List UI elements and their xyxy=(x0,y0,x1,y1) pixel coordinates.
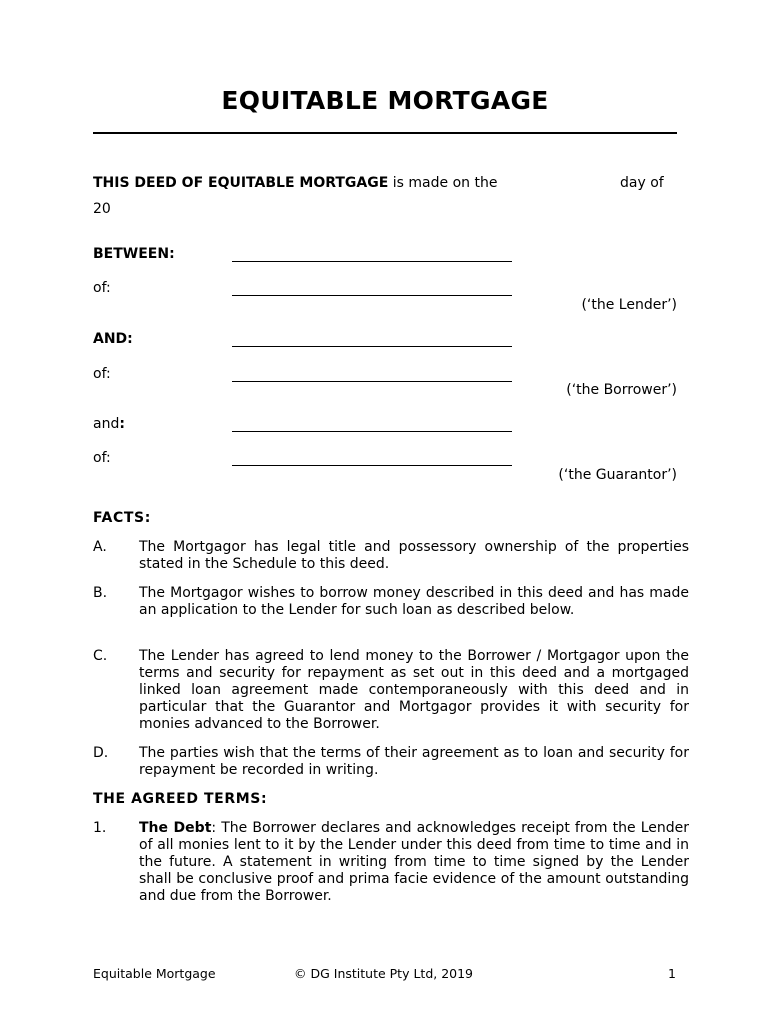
borrower-role: (‘the Borrower’) xyxy=(566,382,677,398)
intro-day-of: day of xyxy=(620,175,664,191)
guarantor-address-blank[interactable] xyxy=(232,465,512,466)
between-label: BETWEEN: xyxy=(93,246,175,262)
term-text-1 xyxy=(139,820,689,905)
intro-paragraph xyxy=(93,170,677,222)
term-title-1: The Debt xyxy=(139,820,212,836)
lender-name-blank[interactable] xyxy=(232,261,512,262)
intro-bold: THIS DEED OF EQUITABLE MORTGAGE xyxy=(93,175,389,191)
fact-letter-c: C. xyxy=(93,648,108,664)
borrower-name-blank[interactable] xyxy=(232,346,512,347)
fact-letter-d: D. xyxy=(93,745,109,761)
lender-of-label: of: xyxy=(93,280,111,296)
fact-text-a: The Mortgagor has legal title and possessory ownership of the properties stated in the Schedule to this deed. xyxy=(139,539,689,572)
guarantor-role: (‘the Guarantor’) xyxy=(558,467,677,483)
lender-role: (‘the Lender’) xyxy=(581,297,677,313)
and2-label xyxy=(93,416,125,432)
title-rule xyxy=(93,132,677,134)
and-label: AND: xyxy=(93,331,133,347)
terms-heading: THE AGREED TERMS: xyxy=(93,791,268,807)
fact-text-b: The Mortgagor wishes to borrow money described in this deed and has made an application to the Lender for such loan as described below. xyxy=(139,585,689,618)
intro-year: 20 xyxy=(93,201,111,217)
footer-copyright: © DG Institute Pty Ltd, 2019 xyxy=(294,966,474,981)
fact-letter-b: B. xyxy=(93,585,108,601)
guarantor-name-blank[interactable] xyxy=(232,431,512,432)
term-number-1: 1. xyxy=(93,820,107,836)
fact-text-c: The Lender has agreed to lend money to the Borrower / Mortgagor upon the terms and security for repayment as set out in this deed and a mortgaged linked loan agreement made contemporaneously with this deed and in particular that the Guarantor and Mortgagor provides it with security for monies advanced to the Borrower. xyxy=(139,648,689,732)
page-number: 1 xyxy=(668,966,676,981)
fact-text-d: The parties wish that the terms of their agreement as to loan and security for repayment be recorded in writing. xyxy=(139,745,689,778)
borrower-of-label: of: xyxy=(93,366,111,382)
fact-letter-a: A. xyxy=(93,539,107,555)
document-title: EQUITABLE MORTGAGE xyxy=(221,86,549,115)
and2-colon: : xyxy=(119,416,125,432)
and2-text: and xyxy=(93,416,120,432)
facts-heading: FACTS: xyxy=(93,510,151,526)
footer-left: Equitable Mortgage xyxy=(93,966,216,981)
lender-address-blank[interactable] xyxy=(232,295,512,296)
intro-text: is made on the xyxy=(388,175,498,191)
term-body-1: : The Borrower declares and acknowledges receipt from the Lender of all monies lent to it by the Lender under this deed from time to time and in the future. A statement in writing from time to time signed by the Lender shall be conclusive proof and prima facie evidence of the amount outstanding and due from the Borrower. xyxy=(139,820,690,904)
borrower-address-blank[interactable] xyxy=(232,381,512,382)
guarantor-of-label: of: xyxy=(93,450,111,466)
